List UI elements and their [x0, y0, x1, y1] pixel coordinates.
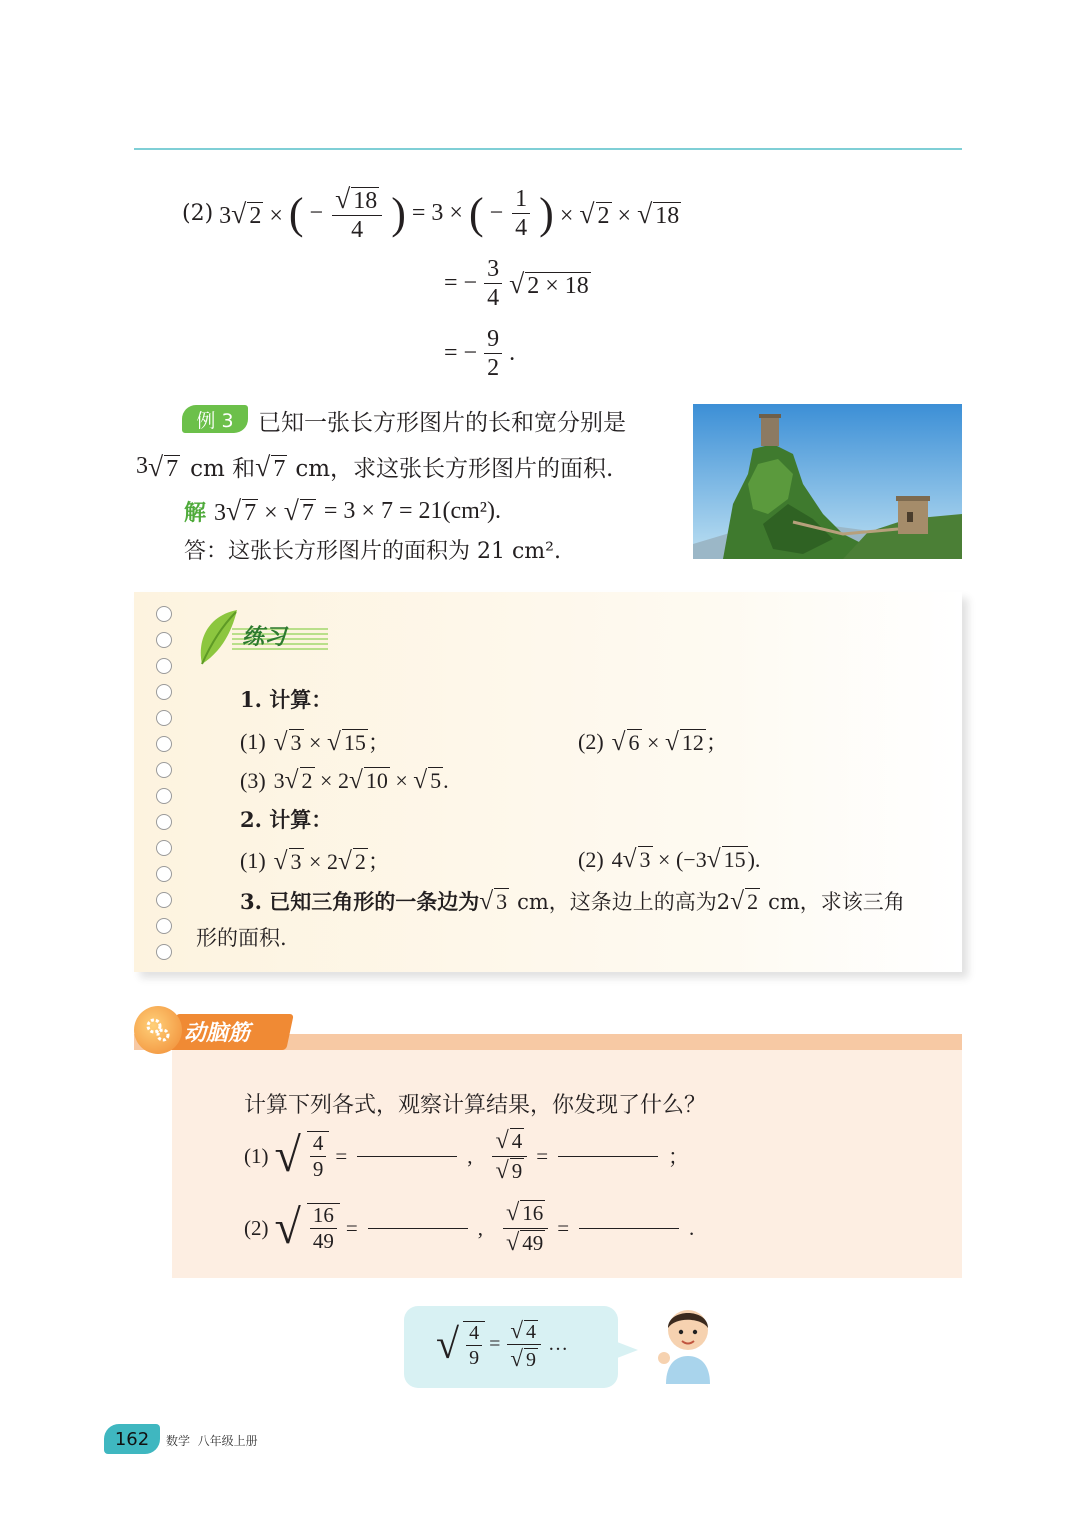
ex3-unit-and: cm 和 [190, 456, 256, 482]
binder-ring [156, 866, 172, 882]
brain-row1: (1) √ $\frac{4}{9}$ = , $\frac{√ 4}{√ 9}$ = ； [244, 1127, 690, 1184]
q1-1: (1) √ 3 × √ 15； [240, 728, 390, 756]
q1-label [240, 684, 332, 714]
binder-ring [156, 632, 172, 648]
binder-ring [156, 762, 172, 778]
q3-text-a: 3. 已知三角形的一条边为 [240, 889, 480, 914]
practice-title: 练习 [242, 625, 287, 650]
ex3-question: cm，求这张长方形图片的面积. [295, 456, 614, 482]
example-badge-label: 例 3 [196, 409, 234, 432]
ex2-line3: = − $\frac{9}{2}$ . [444, 326, 516, 382]
binder-ring [156, 788, 172, 804]
q2-1: (1) √ 3 × 2√ 2； [240, 847, 390, 875]
q3-line1: 3. 已知三角形的一条边为 √ 3 cm，这条边上的高为2 √ 2 cm，求该三角 [240, 886, 905, 915]
great-wall-photo [693, 404, 962, 559]
boy-illustration [652, 1298, 724, 1384]
binder-ring [156, 710, 172, 726]
ex3-radicand-a: 7 [166, 455, 179, 482]
gear-icon [134, 1006, 182, 1054]
page-number-badge [104, 1424, 160, 1454]
q2-label [240, 804, 332, 834]
solution-result: = 3 × 7 = 21(cm²). [323, 497, 501, 524]
binder-ring [156, 840, 172, 856]
q2-2: (2) 4√ 3 × (−3√ 15). [578, 845, 761, 873]
ex3-text-line2: 3 √ 7 cm 和 √ 7 cm，求这张长方形图片的面积. [136, 450, 614, 482]
example-badge [182, 405, 248, 433]
q3-text-c: cm，求该三角 [768, 890, 905, 914]
ex2-line1: (2) 3√ 2 × ( − $\frac{√ 18}{4}$ ) = 3 × ( − $\frac{1}{4}$ ) × √ 2 × √ 18 [182, 183, 680, 244]
binder-ring [156, 606, 172, 622]
brain-row2: (2) √ $\frac{16}{49}$ = , $\frac{√ 16}{√ 49}$ = . [244, 1199, 695, 1256]
binder-ring [156, 944, 172, 960]
page-number: 162 [114, 1428, 150, 1450]
binder-ring [156, 658, 172, 674]
ex3-radicand-b: 7 [273, 455, 286, 482]
ex3-coef: 3 [136, 453, 148, 479]
header-rule [134, 148, 962, 150]
binder-ring [156, 736, 172, 752]
ex3-solution: 解 3√ 7 × √ 7 = 3 × 7 = 21(cm²). [184, 495, 501, 526]
bubble-formula: √ $\frac{4}{9}$ = $\frac{√ 4}{√ 9}$ … [436, 1318, 568, 1372]
q2-label-text: 2. 计算： [240, 807, 333, 832]
speech-bubble-tail [612, 1340, 638, 1360]
brain-row1-label: (1) [244, 1143, 269, 1168]
brain-title: 动脑筋 [184, 1021, 251, 1046]
q1-1-label: (1) [240, 728, 266, 754]
binder-ring [156, 684, 172, 700]
ex2-line2: = − $\frac{3}{4}$ √ 2 × 18 [444, 256, 589, 312]
q2-2-label: (2) [578, 846, 604, 872]
q1-3-label: (3) [240, 767, 266, 793]
ex3-answer: 答：这张长方形图片的面积为 21 cm². [184, 539, 561, 564]
book-title: 数学 八年级上册 [166, 1434, 258, 1448]
binder-ring [156, 814, 172, 830]
q1-2: (2) √ 6 × √ 12； [578, 728, 728, 756]
q1-2-label: (2) [578, 728, 604, 754]
q3-text-b: cm，这条边上的高为2 [517, 890, 731, 914]
q3-line2: 形的面积. [196, 926, 287, 950]
ex3-text-line1: 已知一张长方形图片的长和宽分别是 [258, 410, 626, 436]
brain-intro: 计算下列各式，观察计算结果，你发现了什么？ [244, 1093, 707, 1118]
solution-label: 解 [184, 499, 207, 526]
q2-1-label: (1) [240, 847, 266, 873]
q1-label-text: 1. 计算： [240, 687, 333, 712]
brain-row2-label: (2) [244, 1215, 269, 1240]
q1-3: (3) 3√ 2 × 2√ 10 × √ 5. [240, 766, 449, 794]
ex2-label: (2) [182, 201, 214, 227]
binder-ring [156, 892, 172, 908]
binder-ring [156, 918, 172, 934]
